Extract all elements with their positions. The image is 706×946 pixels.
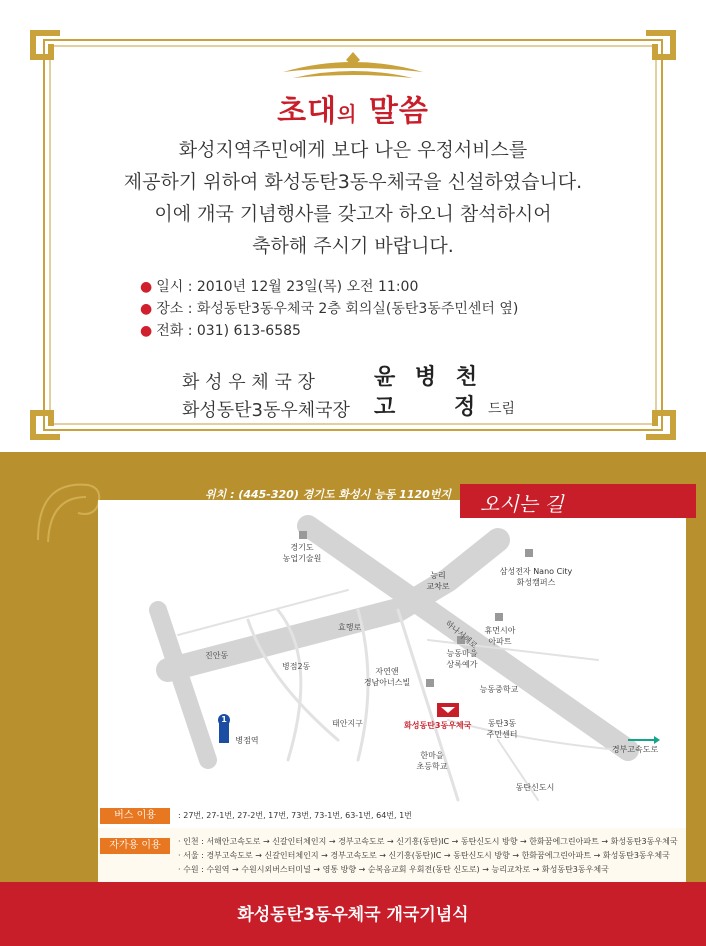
building-icon: [524, 548, 534, 558]
car-route-incheon: · 인천 : 서해안고속도로 → 신갈인터체인지 → 경부고속도로 → 신기흥(동탄)IC → 동탄신도시 방향 → 한화꿈에그린아파트 → 화성동탄3동우체국: [178, 837, 678, 846]
detail-place-text: 장소 : 화성동탄3동우체국 2층 회의실(동탄3동주민센터 옆): [156, 301, 519, 317]
invitation-line-2: 제공하기 위하여 화성동탄3동우체국을 신설하였습니다.: [123, 171, 583, 193]
detail-phone-text: 전화 : 031) 613-6585: [156, 323, 301, 339]
car-route-seoul: · 서울 : 경부고속도로 → 신갈인터체인지 → 경부고속도로 → 신기흥(동탄)IC → 동탄신도시 방향 → 한화꿈에그린아파트 → 화성동탄3동우체국: [178, 851, 670, 860]
title-text-3: 말씀: [368, 94, 429, 129]
detail-phone: [140, 320, 301, 340]
post-office-icon: [437, 703, 459, 717]
building-icon: [494, 612, 504, 622]
bus-label: 버스 이용: [100, 808, 170, 824]
invitation-line-4: 축하해 주시기 바랍니다.: [252, 235, 454, 257]
directions-tab-label: 오시는 길: [480, 492, 564, 516]
label-humansia: 휴먼시아 아파트: [484, 626, 516, 646]
label-taean: 태안지구: [332, 719, 363, 728]
label-dongtan-new: 동탄신도시: [515, 783, 555, 792]
invitation-line-3: 이에 개국 기념행사를 갖고자 하오니 참석하시어: [154, 203, 552, 225]
bullet-icon: ●: [140, 279, 153, 295]
label-byeongjeom-station: 병점역: [235, 736, 259, 745]
footer-text: 화성동탄3동우체국 개국기념식: [237, 905, 469, 925]
signature-2-name-1: 고: [374, 394, 396, 420]
car-route-suwon: · 수원 : 수원역 → 수원시외버스터미널 → 영통 방향 → 순복음교회 우회전(동탄 신도로) → 능리교차로 → 화성동탄3동우체국: [178, 865, 609, 874]
line1-number: 1: [221, 715, 227, 724]
signature-suffix: 드림: [488, 401, 516, 417]
map-roads: [98, 500, 686, 828]
signature-1-title: 화 성 우 체 국 장: [182, 372, 315, 393]
bullet-icon: ●: [140, 301, 153, 317]
building-icon: [298, 530, 308, 540]
title-text-2: 의: [337, 102, 358, 126]
label-agri-center: 경기도 농업기술원: [282, 543, 322, 563]
signature-2-name-2: 정: [454, 394, 476, 420]
detail-date-text: 일시 : 2010년 12월 23일(목) 오전 11:00: [156, 279, 419, 295]
invitation-line-1: 화성지역주민에게 보다 나은 우정서비스를: [178, 139, 528, 161]
bullet-icon: ●: [140, 323, 153, 339]
location-address: 위치 : (445-320) 경기도 화성시 능동 1120번지: [205, 488, 452, 501]
label-jayeon: 자연앤 경남아너스빌: [363, 667, 411, 687]
label-neungdong-village: 능동마을 상록예가: [446, 649, 478, 669]
label-byeongjeom2: 병점2동: [282, 662, 311, 671]
label-hanmaeul: 한마을 초등학교: [416, 751, 448, 771]
detail-place: [140, 298, 518, 318]
building-icon: [425, 678, 435, 688]
label-samsung: 삼성전자 Nano City 화성캠퍼스: [499, 567, 573, 587]
label-hyohaengro: 효행로: [338, 623, 362, 632]
label-jinan: 진안동: [205, 651, 229, 660]
label-neungri: 능리 교차로: [426, 571, 450, 591]
title-text-1: 초대: [277, 94, 338, 129]
signature-1-name: 윤 병 천: [374, 364, 484, 390]
label-hanaro: 하나서해로: [443, 618, 479, 651]
footer-banner: [0, 882, 706, 946]
car-label: 자가용 이용: [100, 838, 170, 854]
label-neungdong-middle: 능동중학교: [479, 685, 519, 694]
bus-routes: : 27번, 27-1번, 27-2번, 17번, 73번, 73-1번, 63-1번, 64번, 1번: [178, 811, 412, 820]
swirl-ornament: [28, 470, 108, 550]
signature-2-title: 화성동탄3동우체국장: [182, 400, 350, 421]
detail-date: [140, 276, 418, 296]
invitation-title: [0, 86, 706, 130]
label-post-office: 화성동탄3동우체국: [404, 721, 472, 730]
label-dongtan3-center: 동탄3동 주민센터: [486, 719, 518, 739]
label-gyeongbu: 경부고속도로: [611, 745, 659, 754]
